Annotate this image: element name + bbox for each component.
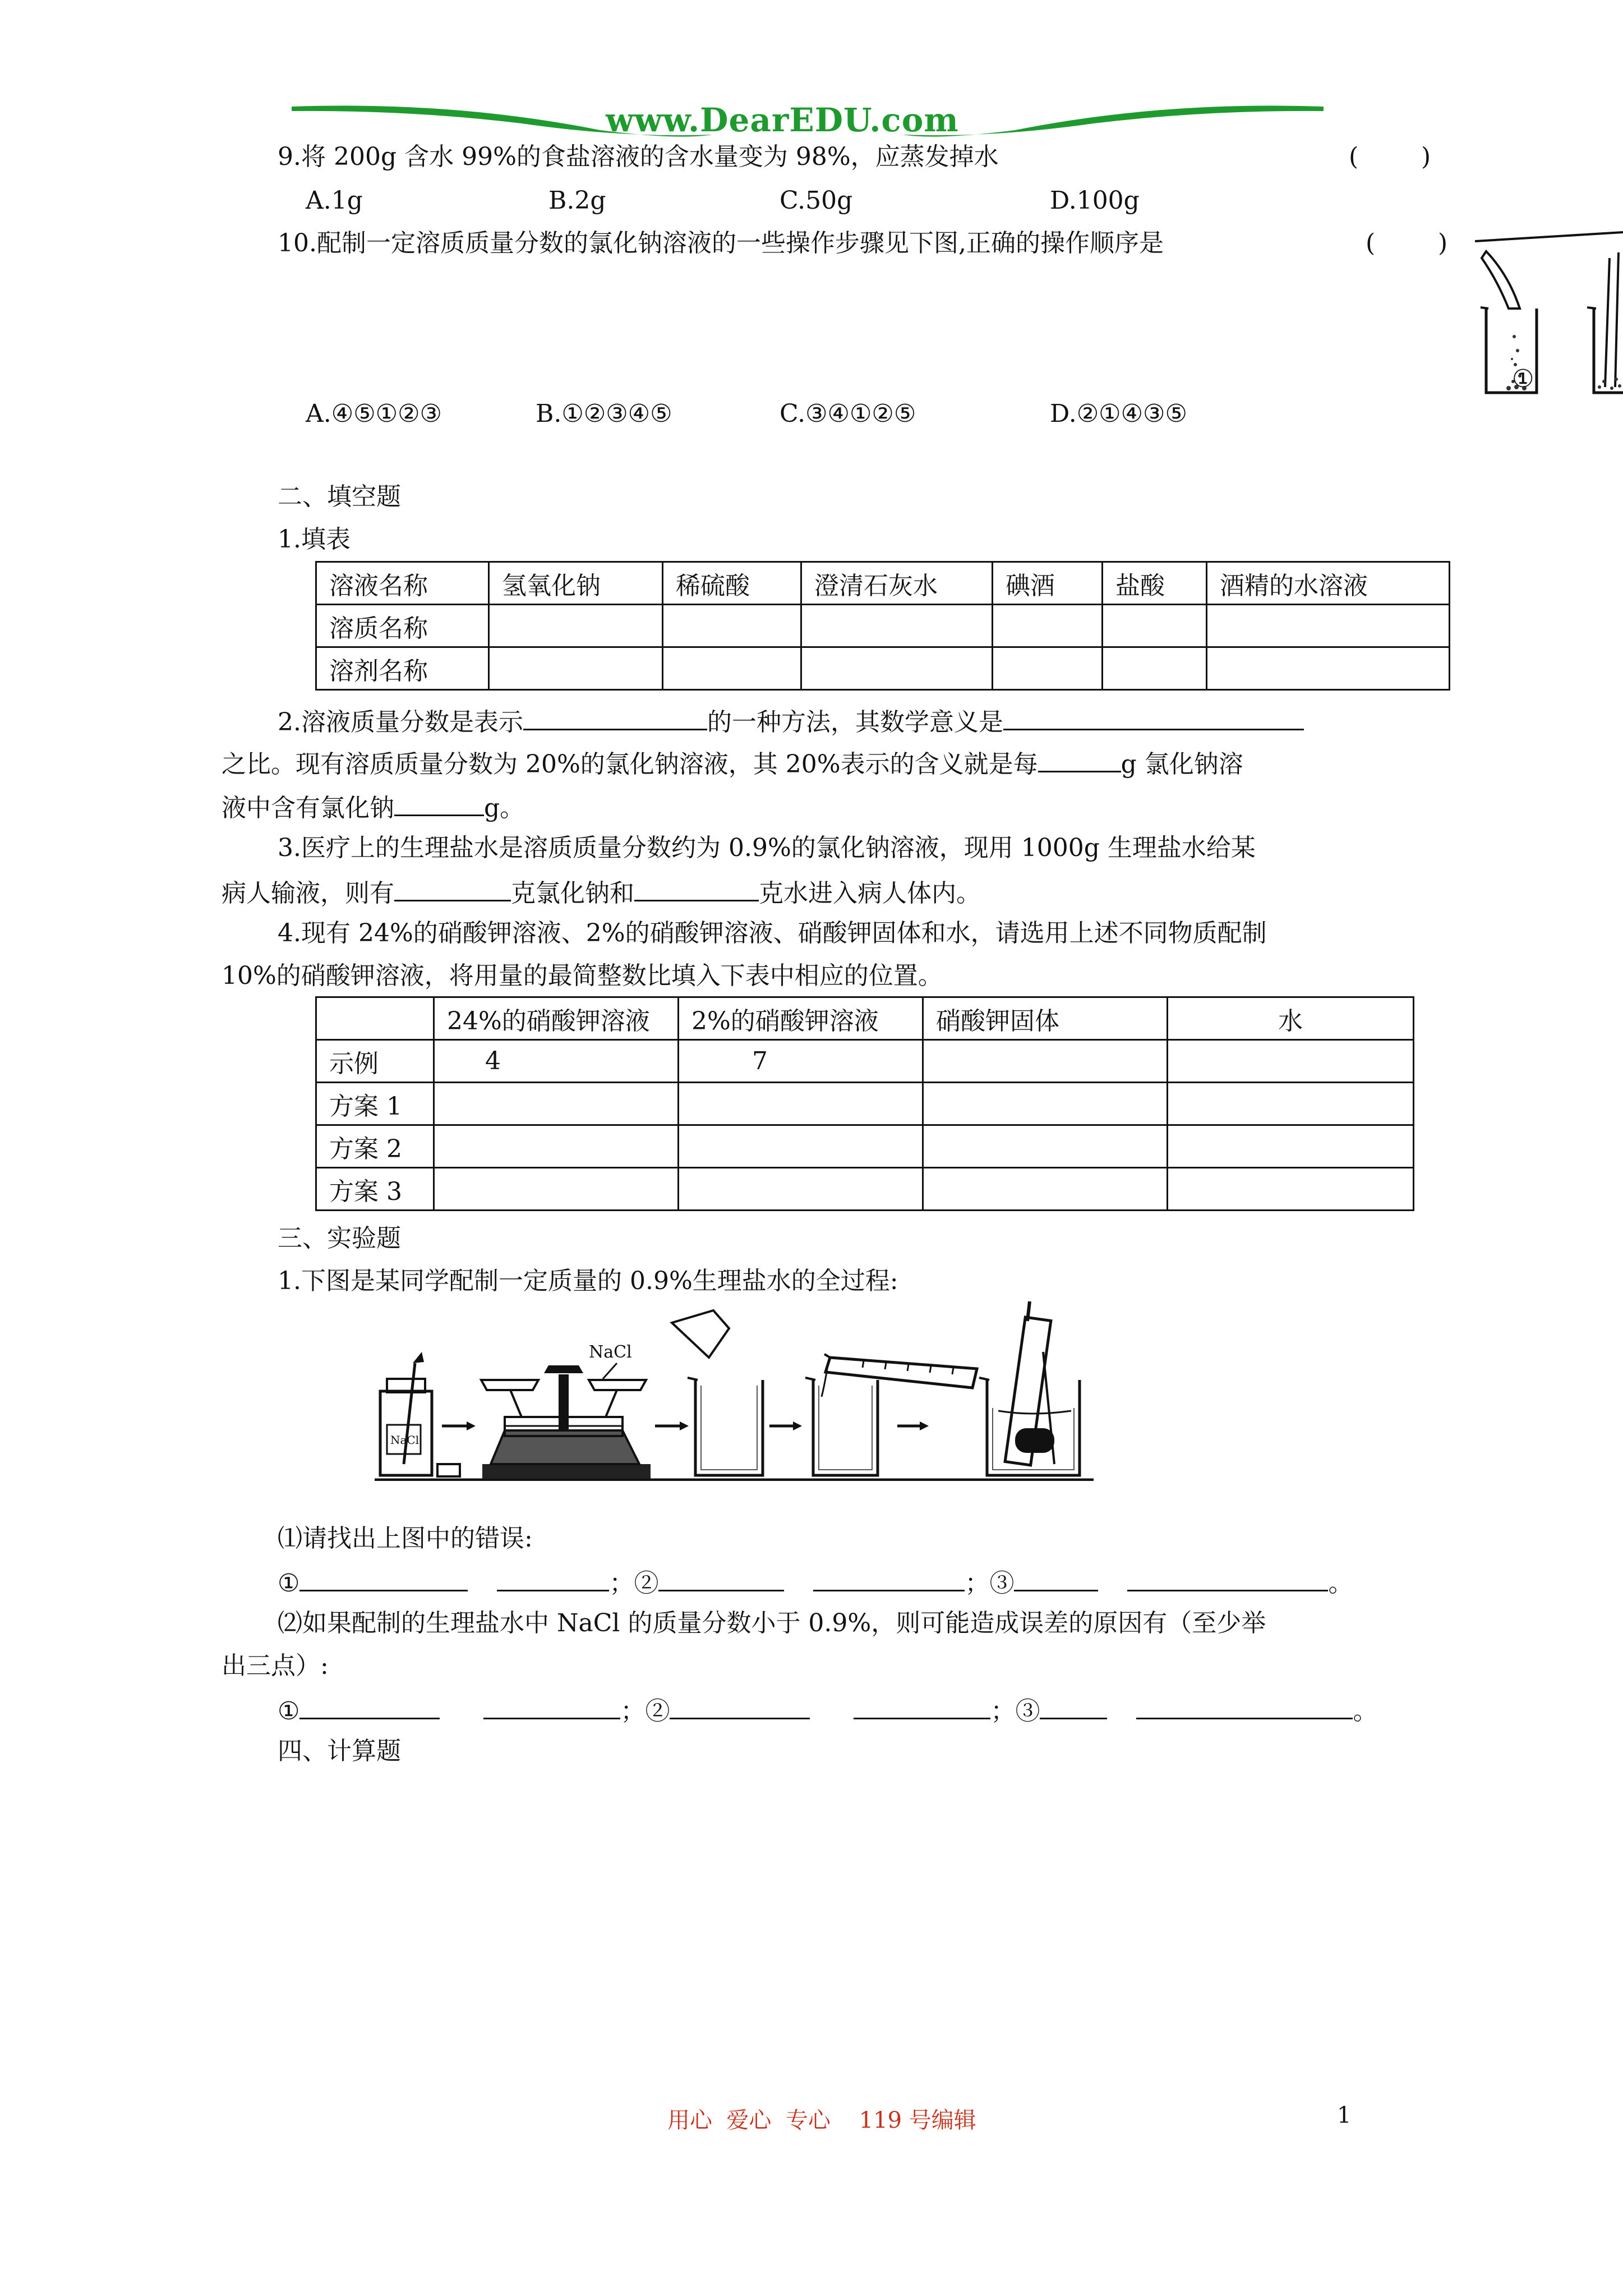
- reason-blank-3a[interactable]: [1040, 1693, 1107, 1719]
- table-cell: 澄清石灰水: [801, 562, 993, 605]
- q3-text: 克氯化钠和: [511, 879, 634, 908]
- answer-cell[interactable]: [923, 1083, 1168, 1125]
- q2-text: 2.溶液质量分数是表示: [278, 708, 523, 737]
- q2-text: 之比。现有溶质质量分数为 20%的氯化钠溶液，其 20%表示的含义就是每: [222, 750, 1038, 779]
- circle-3: ③: [1015, 1697, 1040, 1726]
- table-cell: 溶液名称: [316, 562, 489, 605]
- beaker-with-thermometer: [979, 1301, 1080, 1475]
- section-2-q3-line2: [222, 875, 981, 909]
- section-4-title: 四、计算题: [278, 1737, 401, 1765]
- section-2-q4-line2: 10%的硝酸钾溶液，将用量的最简整数比填入下表中相应的位置。: [222, 961, 943, 990]
- q9-answer-paren: ( ): [1349, 142, 1431, 171]
- answer-cell[interactable]: [1207, 605, 1450, 647]
- saline-preparation-figure: [370, 1296, 1099, 1481]
- table-row: [316, 1083, 1414, 1125]
- answer-cell[interactable]: [679, 1083, 923, 1125]
- answer-cell[interactable]: [1103, 605, 1207, 647]
- reason-blank-2a[interactable]: [670, 1693, 810, 1719]
- semicolon: ；: [990, 1697, 1016, 1726]
- error-blank-2a[interactable]: [658, 1565, 784, 1591]
- q2-blank-2[interactable]: [1003, 704, 1304, 730]
- circle-2: ②: [634, 1569, 659, 1598]
- reason-blank-1a[interactable]: [299, 1693, 440, 1719]
- q2-blank-4[interactable]: [394, 790, 484, 816]
- table-row: [316, 1168, 1414, 1211]
- answer-cell[interactable]: [923, 1168, 1168, 1211]
- table-cell: 溶质名称: [316, 605, 489, 647]
- answer-cell[interactable]: [434, 1083, 679, 1125]
- answer-cell[interactable]: [1168, 1083, 1414, 1125]
- error-blank-3a[interactable]: [1014, 1565, 1098, 1591]
- answer-cell[interactable]: [679, 1125, 923, 1168]
- q9-option-c: C.50g: [780, 186, 853, 215]
- table-row-label: 示例: [316, 1040, 434, 1083]
- table-header-cell: 24%的硝酸钾溶液: [434, 997, 679, 1040]
- q9-option-a: A.1g: [306, 186, 363, 215]
- section-2-q4-line1: 4.现有 24%的硝酸钾溶液、2%的硝酸钾溶液、硝酸钾固体和水，请选用上述不同物质配制: [278, 919, 1267, 947]
- circle-1: ①: [278, 1697, 300, 1726]
- table-header-cell: 水: [1168, 997, 1414, 1040]
- section-3-part2-line1: ⑵如果配制的生理盐水中 NaCl 的质量分数小于 0.9%，则可能造成误差的原因有（至少举: [278, 1609, 1266, 1637]
- error-blank-1b[interactable]: [497, 1565, 609, 1591]
- answer-cell[interactable]: [993, 647, 1103, 690]
- answer-cell[interactable]: [663, 605, 801, 647]
- footer-credit: 用心 爱心 专心 119 号编辑: [667, 2108, 976, 2133]
- right-swoosh: [903, 105, 1324, 136]
- error-blank-3b[interactable]: [1127, 1565, 1328, 1591]
- answer-cell[interactable]: [923, 1125, 1168, 1168]
- q2-blank-1[interactable]: [523, 704, 707, 730]
- table-cell: 溶剂名称: [316, 647, 489, 690]
- answer-cell[interactable]: [434, 1125, 679, 1168]
- nacl-label: NaCl: [589, 1342, 632, 1362]
- answer-cell[interactable]: [489, 605, 663, 647]
- period: 。: [1353, 1697, 1378, 1726]
- table-row: [316, 1040, 1414, 1083]
- table-cell: 稀硫酸: [663, 562, 801, 605]
- reagent-bottle: [380, 1352, 432, 1475]
- table-cell: [1168, 1040, 1414, 1083]
- table-cell: [923, 1040, 1168, 1083]
- q3-text: 病人输液，则有: [222, 879, 394, 908]
- answer-cell[interactable]: [801, 605, 993, 647]
- section-3-part1: ⑴请找出上图中的错误:: [278, 1524, 533, 1553]
- section-3-title: 三、实验题: [278, 1224, 401, 1253]
- q10-answer-paren: ( ): [1366, 229, 1448, 257]
- table-row: [316, 562, 1450, 605]
- bottle-label: NaCl: [390, 1433, 419, 1447]
- answer-cell[interactable]: [679, 1168, 923, 1211]
- answer-cell[interactable]: [1168, 1168, 1414, 1211]
- q10-option-b: B.①②③④⑤: [536, 399, 672, 428]
- q9-option-d: D.100g: [1050, 186, 1140, 215]
- q10-stem: 10.配制一定溶质质量分数的氯化钠溶液的一些操作步骤见下图,正确的操作顺序是: [278, 229, 1164, 257]
- table-row: [316, 605, 1450, 647]
- reason-blank-3b[interactable]: [1136, 1693, 1353, 1719]
- circle-3: ③: [989, 1569, 1015, 1598]
- q10-option-d: D.②①④③⑤: [1050, 399, 1187, 428]
- answer-cell[interactable]: [1103, 647, 1207, 690]
- circle-2: ②: [645, 1697, 670, 1726]
- q2-text: 液中含有氯化钠: [222, 794, 394, 822]
- beaker-weighing-paper: [672, 1310, 763, 1475]
- q3-blank-2[interactable]: [634, 875, 759, 901]
- circle-1: ①: [278, 1569, 300, 1598]
- error-blank-1a[interactable]: [299, 1565, 468, 1591]
- q10-procedure-figure: [1475, 224, 1623, 409]
- answer-cell[interactable]: [489, 647, 663, 690]
- q2-blank-3[interactable]: [1038, 746, 1121, 772]
- answer-cell[interactable]: [663, 647, 801, 690]
- table-cell: 盐酸: [1103, 562, 1207, 605]
- q10-figure-label-1: ①: [1512, 365, 1534, 393]
- section-2-title: 二、填空题: [278, 482, 401, 511]
- period: 。: [1328, 1569, 1353, 1598]
- answer-cell[interactable]: [1207, 647, 1450, 690]
- table-row-label: 方案 3: [316, 1168, 434, 1211]
- section-3-q1-intro: 1.下图是某同学配制一定质量的 0.9%生理盐水的全过程:: [278, 1267, 898, 1295]
- solution-name-table: [315, 561, 1450, 691]
- section-3-part2-answers: [278, 1693, 1377, 1727]
- reason-blank-2b[interactable]: [854, 1693, 990, 1719]
- error-blank-2b[interactable]: [813, 1565, 965, 1591]
- section-2-q2-line1: [278, 704, 1304, 738]
- answer-cell[interactable]: [434, 1168, 679, 1211]
- section-3-part1-answers: [278, 1565, 1353, 1599]
- q9-option-b: B.2g: [548, 186, 606, 215]
- beaker-with-cylinder: [805, 1354, 977, 1475]
- q9-stem: 9.将 200g 含水 99%的食盐溶液的含水量变为 98%，应蒸发掉水: [278, 142, 999, 171]
- q2-text: g。: [484, 794, 525, 822]
- answer-cell[interactable]: [801, 647, 993, 690]
- answer-cell[interactable]: [1168, 1125, 1414, 1168]
- table-row: [316, 997, 1414, 1040]
- q3-text: 克水进入病人体内。: [759, 879, 981, 908]
- semicolon: ；: [609, 1569, 634, 1598]
- semicolon: ；: [965, 1569, 990, 1598]
- table-cell: 酒精的水溶液: [1207, 562, 1450, 605]
- table-row: [316, 1125, 1414, 1168]
- section-2-q3-line1: 3.医疗上的生理盐水是溶质质量分数约为 0.9%的氯化钠溶液，现用 1000g 生理盐水给某: [278, 834, 1256, 862]
- table-row-label: 方案 2: [316, 1125, 434, 1168]
- reason-blank-1b[interactable]: [483, 1693, 620, 1719]
- semicolon: ；: [620, 1697, 645, 1726]
- q10-option-a: A.④⑤①②③: [306, 399, 442, 428]
- table-cell: 4: [434, 1040, 679, 1083]
- q2-text: g 氯化钠溶: [1121, 750, 1243, 779]
- table-header-cell: [316, 997, 434, 1040]
- table-cell: 氢氧化钠: [489, 562, 663, 605]
- table-header-cell: 2%的硝酸钾溶液: [679, 997, 923, 1040]
- balance-scale: [481, 1363, 651, 1479]
- table-header-cell: 硝酸钾固体: [923, 997, 1168, 1040]
- table-row-label: 方案 1: [316, 1083, 434, 1125]
- section-2-q1-label: 1.填表: [278, 525, 351, 554]
- page-number: 1: [1337, 2102, 1352, 2128]
- answer-cell[interactable]: [993, 605, 1103, 647]
- section-3-part2-line2: 出三点）:: [222, 1651, 329, 1680]
- table-row: [316, 647, 1450, 690]
- mixing-ratio-table: [315, 996, 1414, 1211]
- q10-option-c: C.③④①②⑤: [780, 399, 916, 428]
- q2-text: 的一种方法，其数学意义是: [707, 708, 1003, 737]
- table-cell: 碘酒: [993, 562, 1103, 605]
- section-2-q2-line3: [222, 790, 524, 824]
- brand-logo-text: www.DearEDU.com: [606, 101, 959, 139]
- section-2-q2-line2: [222, 746, 1243, 780]
- q3-blank-1[interactable]: [394, 875, 511, 901]
- table-cell: 7: [679, 1040, 923, 1083]
